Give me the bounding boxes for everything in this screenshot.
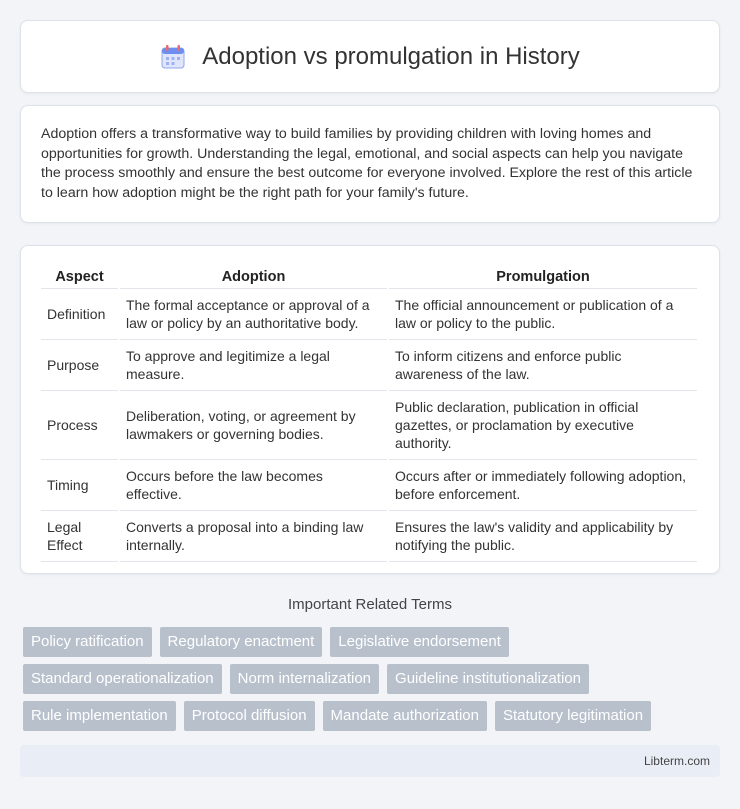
related-terms-list	[23, 627, 723, 738]
intro-text: Adoption offers a transformative way to build families by providing children with loving homes and opportunities for growth. Understanding the legal, emotional, and social aspects can help you navigate the process smoothly and ensure the best outcome for everyone involved. Explore the rest of this article to learn how adoption might be the right path for your family's future.	[41, 126, 693, 201]
calendar-icon	[160, 44, 186, 70]
column-header-adoption: Adoption	[119, 264, 388, 289]
table-cell-adoption: Converts a proposal into a binding law internally.	[119, 511, 388, 562]
table-cell-promulgation: Ensures the law's validity and applicability by notifying the public.	[388, 511, 697, 562]
column-header-aspect: Aspect	[41, 264, 119, 289]
related-term-tag[interactable]: Policy ratification	[23, 627, 152, 657]
related-term-tag[interactable]: Standard operationalization	[23, 664, 222, 694]
table-row	[41, 289, 697, 340]
related-term-tag[interactable]: Rule implementation	[23, 701, 176, 731]
table-cell-adoption: Occurs before the law becomes effective.	[119, 460, 388, 511]
related-term-tag[interactable]: Mandate authorization	[323, 701, 487, 731]
table-header-row	[41, 264, 697, 289]
table-cell-aspect: Process	[41, 391, 119, 460]
related-terms-title: Important Related Terms	[288, 596, 452, 613]
table-cell-promulgation: To inform citizens and enforce public awareness of the law.	[388, 340, 697, 391]
table-cell-aspect: Legal Effect	[41, 511, 119, 562]
table-cell-aspect: Definition	[41, 289, 119, 340]
tag-row	[23, 664, 723, 694]
table-cell-promulgation: Public declaration, publication in official gazettes, or proclamation by executive authority.	[388, 391, 697, 460]
table-row	[41, 391, 697, 460]
comparison-table-card	[20, 245, 720, 574]
related-term-tag[interactable]: Legislative endorsement	[330, 627, 509, 657]
table-cell-aspect: Timing	[41, 460, 119, 511]
footer-site-link[interactable]: Libterm.com	[643, 754, 710, 768]
related-term-tag[interactable]: Protocol diffusion	[184, 701, 315, 731]
table-row	[41, 340, 697, 391]
tag-row	[23, 627, 723, 657]
table-cell-adoption: The formal acceptance or approval of a law or policy by an authoritative body.	[119, 289, 388, 340]
column-header-promulgation: Promulgation	[388, 264, 697, 289]
header-card	[20, 20, 720, 93]
related-term-tag[interactable]: Guideline institutionalization	[387, 664, 589, 694]
related-term-tag[interactable]: Norm internalization	[230, 664, 379, 694]
table-row	[41, 460, 697, 511]
table-cell-promulgation: The official announcement or publication of a law or policy to the public.	[388, 289, 697, 340]
tag-row	[23, 701, 723, 731]
table-row	[41, 511, 697, 562]
comparison-table	[41, 264, 697, 562]
table-cell-adoption: Deliberation, voting, or agreement by lawmakers or governing bodies.	[119, 391, 388, 460]
table-cell-promulgation: Occurs after or immediately following adoption, before enforcement.	[388, 460, 697, 511]
page-title: Adoption vs promulgation in History	[202, 42, 580, 70]
related-term-tag[interactable]: Statutory legitimation	[495, 701, 651, 731]
footer	[20, 745, 720, 777]
intro-card	[20, 105, 720, 223]
table-cell-aspect: Purpose	[41, 340, 119, 391]
related-term-tag[interactable]: Regulatory enactment	[160, 627, 323, 657]
table-cell-adoption: To approve and legitimize a legal measure.	[119, 340, 388, 391]
